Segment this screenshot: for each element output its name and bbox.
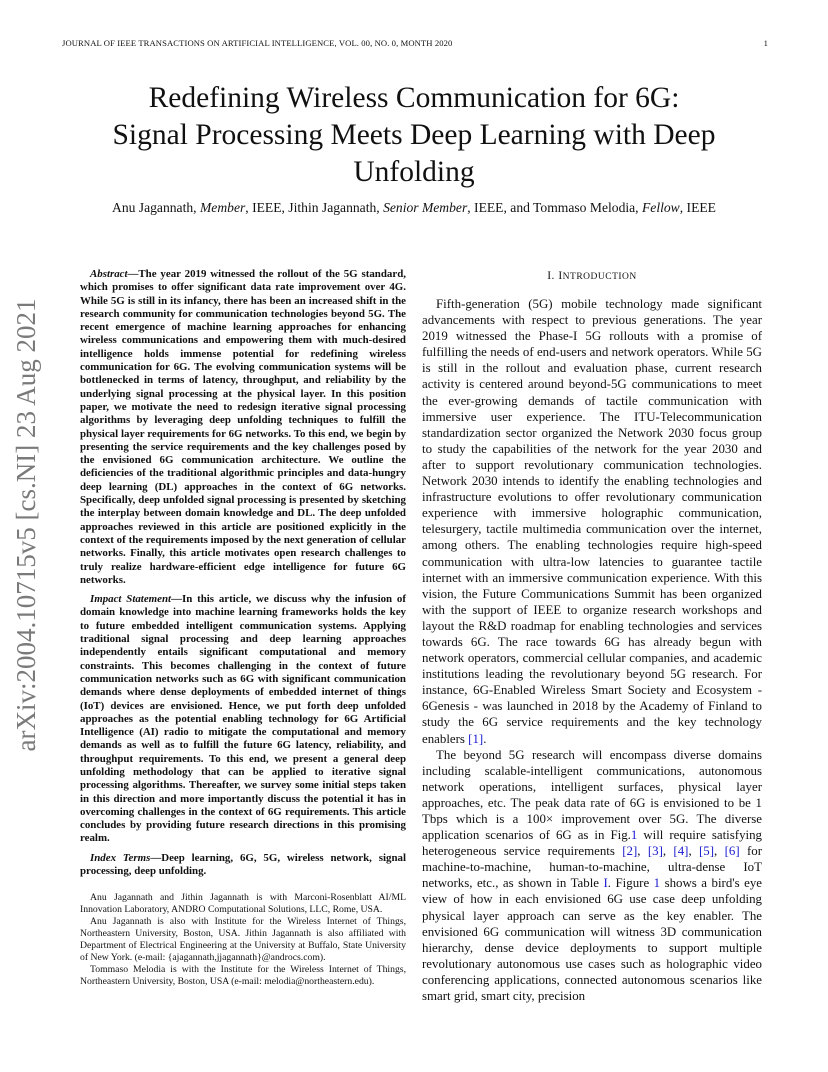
index-terms — [80, 852, 406, 879]
footnote-1: Anu Jagannath and Jithin Jagannath is with Marconi-Rosenblatt AI/ML Innovation Laboratory, ANDRO Computational Solutions, LLC, Rome, USA. — [80, 892, 406, 916]
author-list — [60, 200, 768, 216]
right-column — [422, 268, 762, 1004]
title-line-3: Unfolding — [353, 156, 475, 188]
separator: , — [637, 844, 648, 859]
separator: , — [662, 844, 674, 859]
separator: , — [714, 844, 725, 859]
abstract — [80, 268, 406, 587]
page-number: 1 — [763, 38, 768, 48]
index-terms-label: Index Terms — [90, 851, 151, 864]
paragraph-text: shows a bird's eye view of how in each envisioned 6G use case deep unfolding physical layer approach can serve as the key enabler. The envisioned 6G communication will witness 3D communication hierarchy, dense device deployments to support multiple revolutionary autonomous use cases such as holographic video conferencing applications, connected autonomous scenarios like smart grid, smart city, precision — [422, 876, 762, 1004]
paragraph-text: . — [483, 731, 487, 746]
figure-link[interactable]: 1 — [630, 828, 638, 843]
author-1-role: Member — [199, 200, 246, 215]
table-link[interactable]: I — [603, 876, 608, 891]
paragraph-text: . Figure — [607, 876, 654, 891]
footnotes — [80, 892, 406, 988]
paragraph-text: Fifth-generation (5G) mobile technology made significant advancements with respect to previous generations. The year 2019 witnessed the Phase-I 5G rollouts with a promise of fulfilling the needs of end-users and network operators. While 5G is still in the rollout and evaluation phase, current research activity is centered around beyond-5G communications to meet the ever-growing demands of tactile communication with immersive user experience. The ITU-Telecommunication standardization sector organized the Network 2030 focus group to study the capabilities of the network for the year 2030 and after to support revolutionary communication technologies. Network 2030 intends to identify the enabling technologies and infrastructure evolutions to offer revolutionary communication experience with immersive holographic communication, telesurgery, tactile multimedia communication over the internet, among others. The enabling technologies require high-speed communication with ultra-low latencies to guarantee tactile internet with an immersive communication experience. With this vision, the Future Communications Summit has been organized with the support of IEEE to organize research workshops and layout the R&D roadmap for enabling technologies and services towards 6G. The race towards 6G has already begun with network operators, commercial cellular companies, and academic institutions leading the revolutionary beyond 5G research. For instance, 6G-Enabled Wireless Smart Society and Ecosystem - 6Genesis - was launched in 2018 by the Academy of Finland to study the 6G service requirements and the key technology enablers — [422, 297, 762, 746]
abstract-text: —The year 2019 witnessed the rollout of the 5G standard, which promises to offer significant data rate improvement over 4G. While 5G is still in its infancy, there has been an increased shift in the research community for communication technologies beyond 5G. The recent emergence of machine learning approaches for enhancing wireless communications and empowering them with much-desired intelligence holds immense potential for redefining wireless communication for 6G. The evolving communication systems will be bottlenecked in terms of latency, throughput, and reliability by the underlying signal processing at the physical layer. In this position paper, we motivate the need to redesign iterative signal processing algorithms by leveraging deep unfolding techniques to fulfill the physical layer requirements for 6G networks. To this end, we begin by presenting the service requirements and the key challenges posed by the envisioned 6G communication architecture. We outline the deficiencies of the traditional algorithmic principles and data-hungry deep learning (DL) approaches in the context of 6G networks. Specifically, deep unfolded signal processing is presented by sketching the interplay between domain knowledge and DL. The deep unfolded approaches reviewed in this article are positioned explicitly in the context of the requirements imposed by the next generation of cellular networks. Finally, this article motivates open research challenges to truly realize hardware-efficient edge intelligence for future 6G networks. — [80, 268, 406, 586]
author-2-role: Senior Member — [383, 200, 468, 215]
citation-link[interactable]: [1] — [468, 731, 484, 746]
footnote-2: Anu Jagannath is also with Institute for the Wireless Internet of Things, Northeastern University, Boston, USA. Jithin Jagannath is also affiliated with Department of Electrical Engineering at the University at Buffalo, State University of New York. (e-mail: {ajagannath,jjagannath}@androcs.com). — [80, 916, 406, 964]
citation-link[interactable]: [5] — [699, 844, 715, 859]
footnote-3: Tommaso Melodia is with the Institute for the Wireless Internet of Things, Northeastern University, Boston, USA (e-mail: melodia@northeastern.edu). — [80, 964, 406, 988]
title-line-1: Redefining Wireless Communication for 6G: — [148, 82, 680, 114]
section-number: I. — [547, 270, 559, 282]
figure-link[interactable]: 1 — [653, 876, 661, 891]
citation-link[interactable]: [3] — [647, 844, 663, 859]
citation-link[interactable]: [6] — [724, 844, 740, 859]
paragraph-text: The beyond 5G research will encompass diverse domains including scalable-intelligent communications, autonomous network operations, intelligent surfaces, physical layer approaches, etc. The peak data rate of 6G is envisioned to be 1 Tbps which is a 100× improvement over 5G. The diverse application scenarios of 6G as in Fig. — [422, 747, 762, 843]
paragraph-text: for machine-to-machine, human-to-machine, ultra-dense IoT networks, etc., as shown in Table — [422, 844, 762, 891]
paragraph-text: will require satisfying heterogeneous service requirements — [422, 828, 762, 859]
author-2: , IEEE, Jithin Jagannath, — [245, 200, 384, 215]
section-heading-rest: NTRODUCTION — [562, 272, 637, 282]
impact-text: —In this article, we discuss why the infusion of domain knowledge into machine learning frameworks holds the key to future embedded intelligent communication systems. Applying traditional signal processing and deep learning approaches independently entails significant computational and memory constraints. This becomes challenging in the context of future communication networks such as 6G with significant communication demands where dense deployments of embedded internet of things (IoT) devices are envisioned. Hence, we put forth deep unfolded approaches as the potential enabling technology for 6G Artificial Intelligence (AI) radio to mitigate the computational and memory demands as well as to fulfill the future 6G latency, reliability, and throughput requirements. To this end, we present a general deep unfolding methodology that can be applied to iterative signal processing algorithms. Thereafter, we survey some initial steps taken in this direction and more importantly discuss the potential it has in overcoming challenges in the context of 6G requirements. This article concludes by providing future research directions in this promising realm. — [80, 593, 406, 845]
journal-name: JOURNAL OF IEEE TRANSACTIONS ON ARTIFICIAL INTELLIGENCE, VOL. 00, NO. 0, MONTH 2020 — [62, 38, 453, 48]
citation-link[interactable]: [4] — [673, 844, 689, 859]
intro-paragraph-1 — [422, 296, 762, 747]
running-header — [62, 38, 768, 48]
section-heading-initial: I — [558, 270, 563, 282]
author-3-role: Fellow — [641, 200, 680, 215]
paper-title — [60, 80, 768, 191]
citation-link[interactable]: [2] — [622, 844, 638, 859]
arxiv-stamp: arXiv:2004.10715v5 [cs.NI] 23 Aug 2021 — [11, 298, 41, 752]
impact-statement — [80, 593, 406, 846]
author-tail: , IEEE — [679, 200, 716, 215]
abstract-label: Abstract — [90, 268, 128, 280]
separator: , — [688, 844, 700, 859]
left-column — [80, 268, 406, 988]
index-terms-text: —Deep learning, 6G, 5G, wireless network, signal processing, deep unfolding. — [80, 851, 406, 878]
author-1: Anu Jagannath, — [112, 200, 200, 215]
impact-label: Impact Statement — [90, 593, 172, 606]
section-heading-introduction — [422, 270, 762, 282]
intro-paragraph-2 — [422, 747, 762, 1005]
author-3: , IEEE, and Tommaso Melodia, — [467, 200, 642, 215]
title-line-2: Signal Processing Meets Deep Learning with Deep — [112, 119, 716, 151]
